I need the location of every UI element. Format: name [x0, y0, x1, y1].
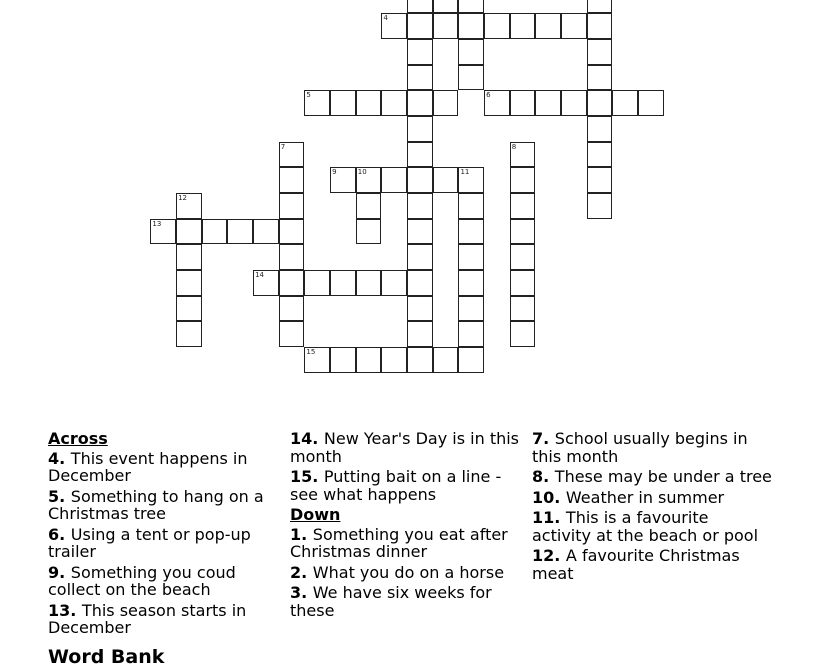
- grid-cell[interactable]: [587, 116, 613, 142]
- clue-number: 13: [152, 219, 162, 228]
- grid-cell[interactable]: [304, 270, 330, 296]
- grid-cell[interactable]: [587, 167, 613, 193]
- clue-number: 15: [306, 348, 316, 357]
- clue-number: 10: [357, 168, 367, 177]
- grid-cell[interactable]: [510, 13, 536, 39]
- grid-cell[interactable]: [458, 347, 484, 373]
- clue-down-1: 1. Something you eat after Christmas dinner: [290, 524, 508, 561]
- clue-down-8: 8. These may be under a tree: [532, 467, 772, 486]
- grid-cell[interactable]: [279, 321, 305, 347]
- grid-cell[interactable]: [407, 219, 433, 245]
- grid-cell[interactable]: [638, 90, 664, 116]
- grid-cell[interactable]: [587, 13, 613, 39]
- grid-cell[interactable]: [253, 270, 279, 296]
- grid-cell[interactable]: [407, 116, 433, 142]
- clue-across-6: 6. Using a tent or pop-up trailer: [48, 524, 251, 561]
- grid-cell[interactable]: [458, 193, 484, 219]
- grid-cell[interactable]: [587, 65, 613, 91]
- clue-down-11: 11. This is a favourite activity at the beach or pool: [532, 508, 759, 545]
- grid-cell[interactable]: [176, 219, 202, 245]
- grid-cell[interactable]: [458, 296, 484, 322]
- clue-across-9: 9. Something you coud collect on the beach: [48, 562, 236, 599]
- grid-cell[interactable]: [279, 167, 305, 193]
- across-heading: Across: [48, 429, 108, 448]
- clue-across-4: 4. This event happens in December: [48, 448, 248, 485]
- clue-number: 6: [486, 91, 491, 100]
- clue-down-10: 10. Weather in summer: [532, 487, 725, 507]
- grid-cell[interactable]: [407, 347, 433, 373]
- word-bank-heading: Word Bank: [48, 646, 165, 668]
- grid-cell[interactable]: [279, 142, 305, 168]
- grid-cell[interactable]: [356, 193, 382, 219]
- grid-cell[interactable]: [176, 193, 202, 219]
- grid-cell[interactable]: [458, 39, 484, 65]
- grid-cell[interactable]: [535, 13, 561, 39]
- clue-number: 9: [332, 168, 337, 177]
- clue-across-5: 5. Something to hang on a Christmas tree: [48, 486, 264, 523]
- grid-cell[interactable]: [407, 65, 433, 91]
- clue-number: 7: [280, 142, 286, 151]
- grid-cell[interactable]: [407, 167, 433, 193]
- grid-cell[interactable]: [381, 90, 407, 116]
- grid-cell[interactable]: [510, 270, 536, 296]
- grid-cell[interactable]: [279, 270, 305, 296]
- grid-cell[interactable]: [407, 142, 433, 168]
- grid-cell[interactable]: [227, 219, 253, 245]
- grid-cell[interactable]: [561, 13, 587, 39]
- grid-cell[interactable]: [433, 0, 459, 13]
- grid-cell[interactable]: [458, 270, 484, 296]
- grid-cell[interactable]: [458, 167, 484, 193]
- grid-cell[interactable]: [433, 347, 459, 373]
- grid-cell[interactable]: [458, 321, 484, 347]
- grid-cell[interactable]: [304, 347, 330, 373]
- clue-down-3: 3. We have six weeks for these: [290, 583, 492, 620]
- clues-column-2: [290, 430, 522, 622]
- grid-cell[interactable]: [587, 0, 613, 13]
- clue-number: 4: [383, 14, 388, 23]
- clues-column-3: [532, 430, 772, 585]
- grid-cell[interactable]: [330, 347, 356, 373]
- grid-cell[interactable]: [587, 39, 613, 65]
- grid-cell[interactable]: [510, 167, 536, 193]
- grid-cell[interactable]: [279, 219, 305, 245]
- grid-cell[interactable]: [458, 13, 484, 39]
- grid-cell[interactable]: [407, 0, 433, 13]
- grid-cell[interactable]: [150, 219, 176, 245]
- clue-down-12: 12. A favourite Christmas meat: [532, 546, 740, 583]
- grid-cell[interactable]: [407, 270, 433, 296]
- grid-cell[interactable]: [561, 90, 587, 116]
- grid-cell[interactable]: [587, 142, 613, 168]
- grid-cell[interactable]: [510, 296, 536, 322]
- grid-cell[interactable]: [407, 321, 433, 347]
- grid-cell[interactable]: [484, 90, 510, 116]
- grid-cell[interactable]: [484, 13, 510, 39]
- grid-cell[interactable]: [381, 270, 407, 296]
- grid-cell[interactable]: [458, 65, 484, 91]
- grid-cell[interactable]: [176, 270, 202, 296]
- grid-cell[interactable]: [381, 167, 407, 193]
- grid-cell[interactable]: [510, 193, 536, 219]
- grid-cell[interactable]: [407, 193, 433, 219]
- clue-number: 11: [460, 168, 470, 177]
- grid-cell[interactable]: [407, 13, 433, 39]
- grid-cell[interactable]: [458, 219, 484, 245]
- grid-cell[interactable]: [458, 244, 484, 270]
- clue-down-7: 7. School usually begins in this month: [532, 429, 748, 466]
- grid-cell[interactable]: [433, 167, 459, 193]
- grid-cell[interactable]: [381, 13, 407, 39]
- grid-cell[interactable]: [433, 13, 459, 39]
- grid-cell[interactable]: [587, 90, 613, 116]
- grid-cell[interactable]: [407, 39, 433, 65]
- grid-cell[interactable]: [330, 90, 356, 116]
- grid-cell[interactable]: [381, 347, 407, 373]
- grid-cell[interactable]: [330, 167, 356, 193]
- grid-cell[interactable]: [176, 244, 202, 270]
- grid-cell[interactable]: [279, 193, 305, 219]
- clue-across-15: 15. Putting bait on a line - see what happens: [290, 467, 502, 504]
- clue-number: 14: [255, 271, 264, 280]
- grid-cell[interactable]: [356, 219, 382, 245]
- grid-cell[interactable]: [407, 244, 433, 270]
- grid-cell[interactable]: [356, 270, 382, 296]
- grid-cell[interactable]: [535, 90, 561, 116]
- grid-cell[interactable]: [202, 219, 228, 245]
- clue-number: 8: [511, 142, 517, 151]
- grid-cell[interactable]: [510, 142, 536, 168]
- grid-cell[interactable]: [612, 90, 638, 116]
- grid-cell[interactable]: [356, 90, 382, 116]
- grid-cell[interactable]: [279, 296, 305, 322]
- grid-cell[interactable]: [304, 90, 330, 116]
- clue-number: 12: [178, 194, 187, 203]
- clues-column-1: [48, 430, 280, 640]
- grid-cell[interactable]: [510, 244, 536, 270]
- grid-cell[interactable]: [356, 347, 382, 373]
- grid-cell[interactable]: [510, 90, 536, 116]
- grid-cell[interactable]: [356, 167, 382, 193]
- grid-cell[interactable]: [587, 193, 613, 219]
- clue-across-13: 13. This season starts in December: [48, 600, 247, 637]
- grid-cell[interactable]: [176, 296, 202, 322]
- grid-cell[interactable]: [279, 244, 305, 270]
- grid-cell[interactable]: [407, 90, 433, 116]
- clue-number: 5: [306, 91, 311, 100]
- grid-cell[interactable]: [510, 321, 536, 347]
- grid-cell[interactable]: [330, 270, 356, 296]
- clue-down-2: 2. What you do on a horse: [290, 562, 505, 582]
- grid-cell[interactable]: [253, 219, 279, 245]
- grid-cell[interactable]: [458, 0, 484, 13]
- grid-cell[interactable]: [176, 321, 202, 347]
- down-heading: Down: [290, 505, 341, 524]
- grid-cell[interactable]: [510, 219, 536, 245]
- clue-across-14: 14. New Year's Day is in this month: [290, 429, 520, 466]
- grid-cell[interactable]: [407, 296, 433, 322]
- grid-cell[interactable]: [433, 90, 459, 116]
